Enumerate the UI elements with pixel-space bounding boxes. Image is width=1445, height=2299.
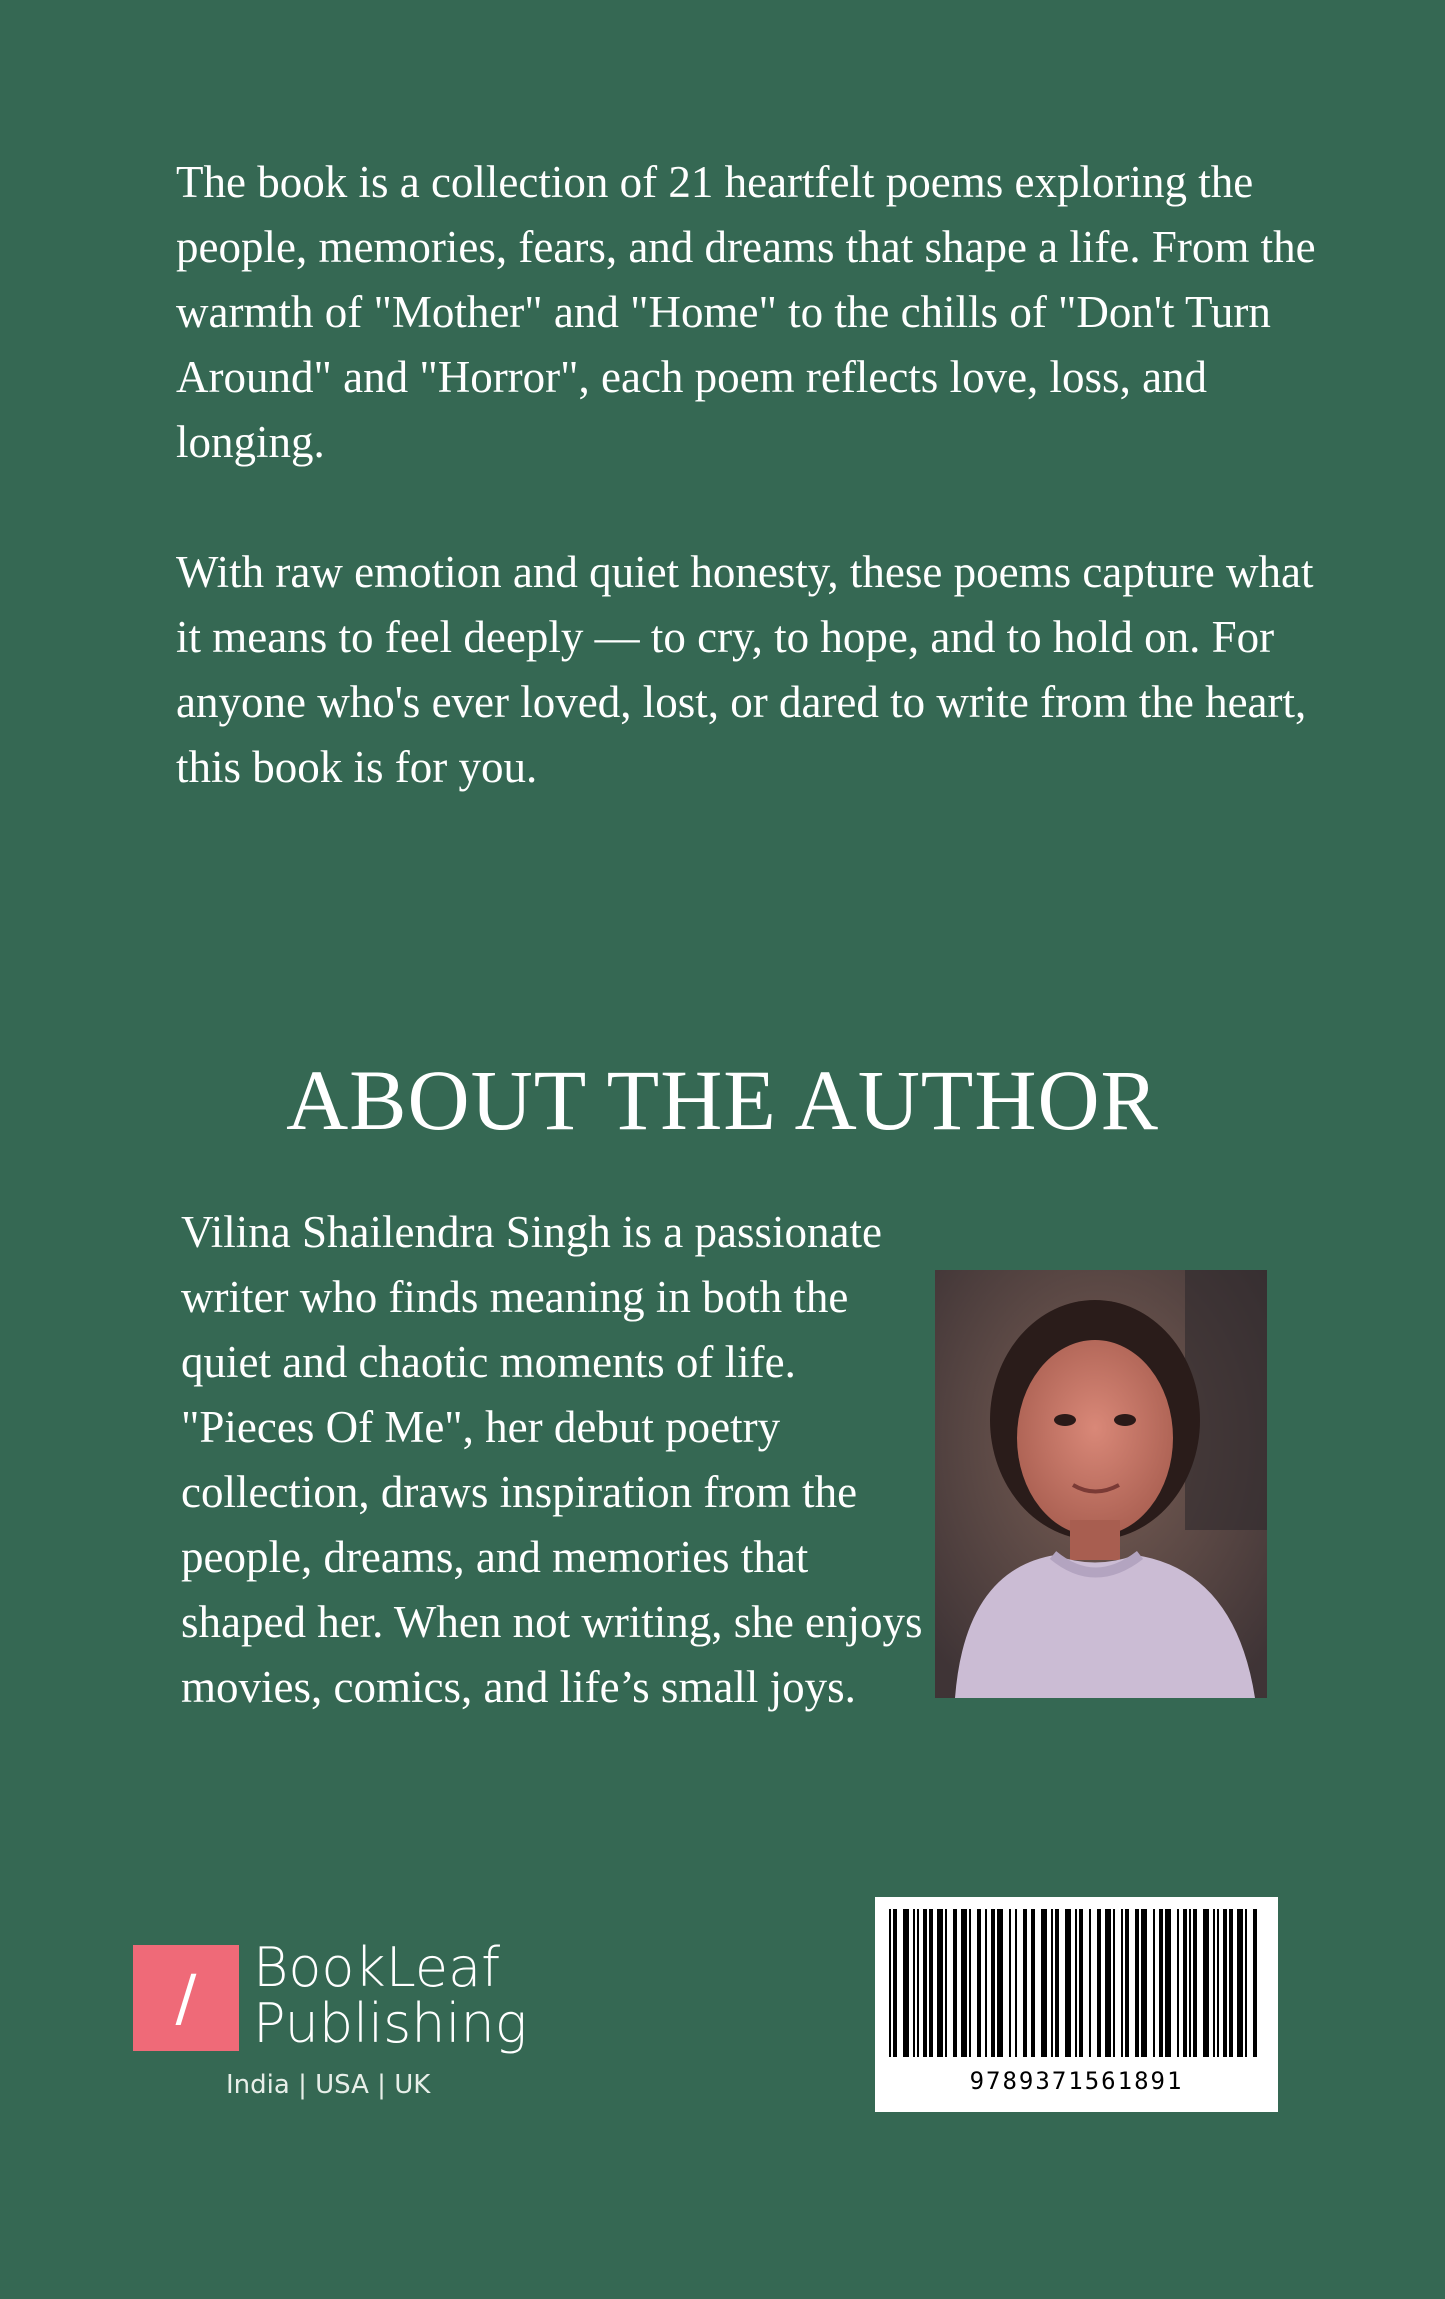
barcode-bars — [875, 1897, 1278, 2067]
barcode-bar — [1213, 1909, 1215, 2057]
barcode-bar — [1075, 1909, 1077, 2057]
barcode-bar — [929, 1909, 933, 2057]
barcode-bar — [1121, 1909, 1123, 2057]
barcode-bar — [1237, 1909, 1243, 2057]
blurb-paragraph-1: The book is a collection of 21 heartfelt poems exploring the people, memories, fears, and dreams that shape a life. From the warmth of "Mother" and "Home" to the chills of "Don't Turn Around" and "Horror", each poem reflects love, loss, and longing. — [176, 157, 1316, 467]
barcode-bar — [1105, 1909, 1111, 2057]
slash-icon: / — [175, 1961, 197, 2034]
barcode-bar — [1031, 1909, 1035, 2057]
barcode-bar — [985, 1909, 987, 2057]
barcode-bar — [893, 1909, 897, 2057]
barcode-bar — [1135, 1909, 1139, 2057]
barcode-bar — [1153, 1909, 1155, 2057]
barcode-bar — [961, 1909, 967, 2057]
barcode-bar — [969, 1909, 971, 2057]
isbn-number: 9789371561891 — [969, 2067, 1184, 2095]
barcode-bar — [977, 1909, 981, 2057]
barcode-bar — [1113, 1909, 1115, 2057]
barcode-bar — [1015, 1909, 1017, 2057]
barcode-bar — [1189, 1909, 1191, 2057]
barcode-bar — [1041, 1909, 1047, 2057]
barcode-bar — [1023, 1909, 1027, 2057]
author-portrait-image — [935, 1270, 1267, 1698]
barcode-bar — [1183, 1909, 1187, 2057]
barcode-bar — [1245, 1909, 1247, 2057]
barcode-bar — [903, 1909, 909, 2057]
barcode-bar — [945, 1909, 947, 2057]
author-photo — [935, 1270, 1267, 1698]
barcode-bar — [1177, 1909, 1179, 2057]
publisher-block — [133, 1936, 553, 2120]
barcode-bar — [1009, 1909, 1011, 2057]
barcode-bar — [1079, 1909, 1083, 2057]
barcode-bar — [1253, 1909, 1257, 2057]
blurb-paragraph-2: With raw emotion and quiet honesty, these poems capture what it means to feel deeply — to cry, to hope, and to hold on. For anyone who's ever loved, lost, or dared to write from the heart, this book is for you. — [176, 547, 1314, 792]
barcode-bar — [1165, 1909, 1171, 2057]
barcode-bar — [937, 1909, 943, 2057]
publisher-logo — [133, 1945, 239, 2051]
barcode-bar — [1223, 1909, 1227, 2057]
barcode-bar — [889, 1909, 891, 2057]
publisher-regions: India | USA | UK — [226, 2070, 431, 2100]
barcode-bar — [1229, 1909, 1233, 2057]
barcode-bar — [1159, 1909, 1163, 2057]
barcode-bar — [1141, 1909, 1147, 2057]
barcode-bar — [1097, 1909, 1101, 2057]
barcode-bar — [997, 1909, 1003, 2057]
barcode-bar — [953, 1909, 957, 2057]
barcode-bar — [923, 1909, 927, 2057]
about-author-heading: ABOUT THE AUTHOR — [286, 1052, 1159, 1148]
isbn-barcode — [875, 1897, 1278, 2112]
book-blurb — [176, 150, 1316, 800]
barcode-bar — [1065, 1909, 1071, 2057]
author-bio: Vilina Shailendra Singh is a passionate writer who finds meaning in both the quiet and chaotic moments of life. "Pieces Of Me", her debut poetry collection, draws inspiration from the people, dreams, and memories that shaped her. When not writing, she enjoys movies, comics, and life’s small joys. — [181, 1207, 923, 1712]
barcode-bar — [913, 1909, 915, 2057]
barcode-bar — [1051, 1909, 1053, 2057]
publisher-name: BookLeaf Publishing — [253, 1936, 528, 2055]
barcode-bar — [1203, 1909, 1209, 2057]
barcode-bar — [1125, 1909, 1129, 2057]
barcode-bar — [1055, 1909, 1059, 2057]
barcode-bar — [1089, 1909, 1091, 2057]
barcode-bar — [1217, 1909, 1219, 2057]
barcode-bar — [991, 1909, 995, 2057]
barcode-bar — [917, 1909, 919, 2057]
barcode-bar — [1193, 1909, 1197, 2057]
